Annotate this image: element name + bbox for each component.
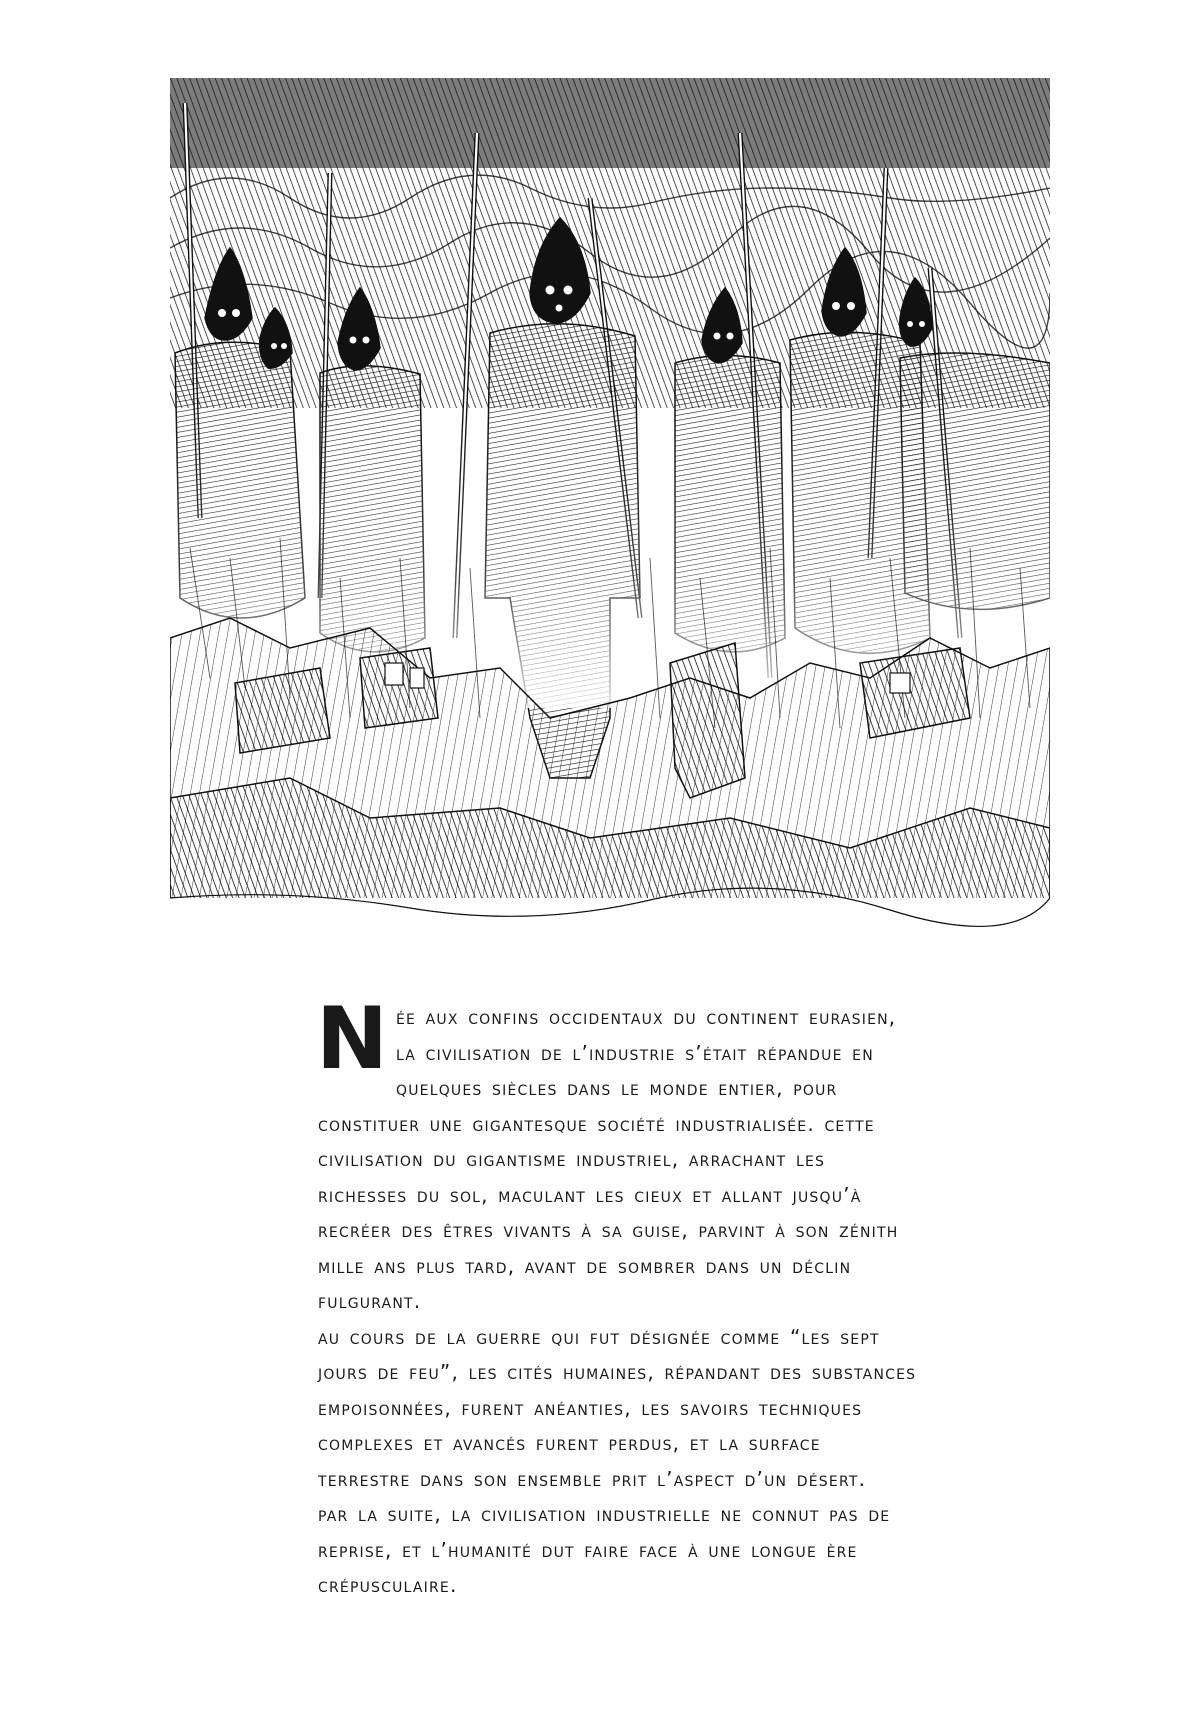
- illustration-drawing: [170, 78, 1050, 936]
- paragraph-1: [316, 989, 918, 1320]
- intro-text: [316, 989, 918, 1604]
- drop-cap: N: [316, 989, 388, 1089]
- paragraph-1-text: ée aux confins occidentaux du continent eurasien, la civilisation de l’industrie s’était répandue en quelques siècles dans le monde entier, pour constituer une gigantesque société industrialisée. cette civilisation du gigantisme industriel, arrachant les richesses du sol, maculant les cieux et allant jusqu’à recréer des êtres vivants à sa guise, parvint à son zénith mille ans plus tard, avant de sombrer dans un déclin fulgurant.: [318, 1005, 899, 1313]
- paragraph-3: par la suite, la civilisation industrielle ne connut pas de reprise, et l’humanité dut faire face à une longue ère crépusculaire.: [318, 1502, 891, 1597]
- giant-warriors-illustration: [170, 78, 1050, 936]
- paragraph-2: au cours de la guerre qui fut désignée comme “les sept jours de feu”, les cités humaines, répandant des substances empoisonnées, furent anéanties, les savoirs techniques complexes et avancés furent perdus, et la surface terrestre dans son ensemble prit l’aspect d’un désert.: [318, 1324, 917, 1491]
